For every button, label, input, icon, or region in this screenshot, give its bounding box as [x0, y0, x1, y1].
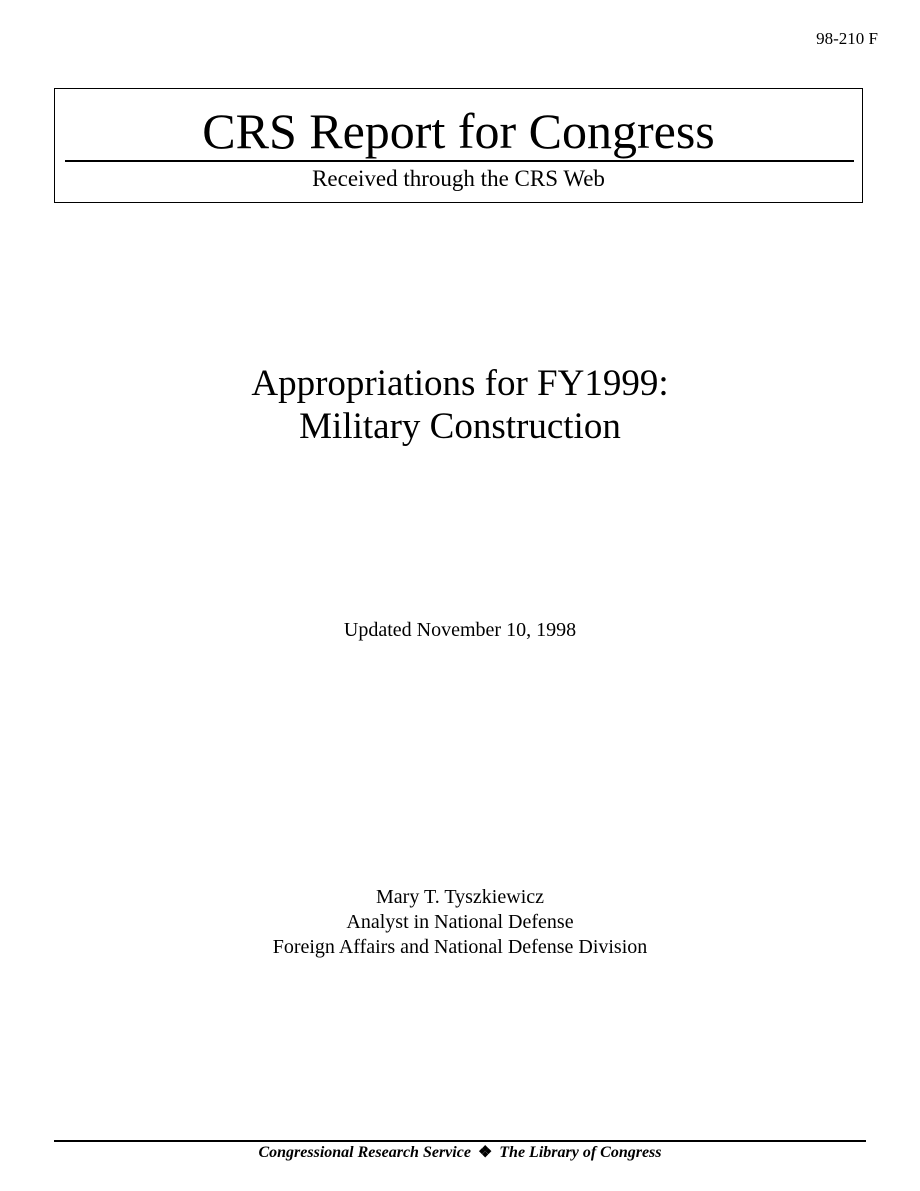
report-header-box [54, 88, 863, 203]
document-title-line-1: Appropriations for FY1999: [251, 363, 669, 404]
header-subtitle: Received through the CRS Web [312, 166, 605, 191]
report-number: 98-210 F [816, 29, 878, 48]
footer [0, 1143, 920, 1163]
footer-right-text: The Library of Congress [499, 1144, 662, 1161]
footer-divider [54, 1140, 866, 1142]
author-division: Foreign Affairs and National Defense Division [272, 936, 648, 958]
document-title-line-2: Military Construction [299, 406, 621, 447]
header-title: CRS Report for Congress [202, 103, 715, 159]
header-divider [65, 160, 854, 162]
footer-left-text: Congressional Research Service [258, 1144, 471, 1161]
author-block [0, 885, 920, 960]
document-date: Updated November 10, 1998 [343, 619, 577, 641]
author-position: Analyst in National Defense [346, 911, 574, 933]
author-name: Mary T. Tyszkiewicz [376, 886, 544, 908]
document-title [0, 362, 920, 448]
diamond-separator-icon: ❖ [477, 1144, 493, 1161]
